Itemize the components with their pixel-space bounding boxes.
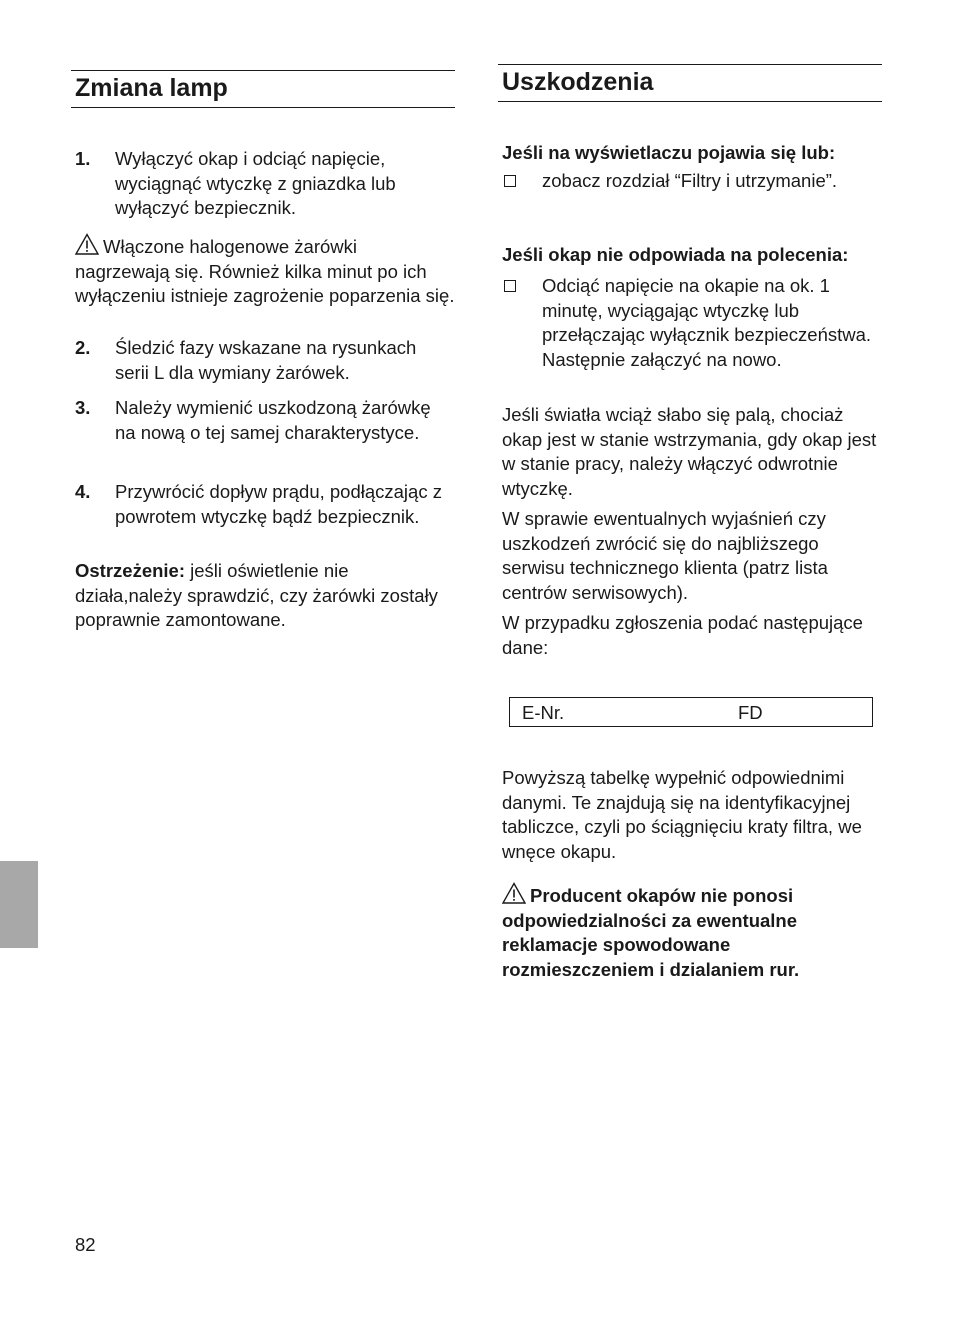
subheading-display: Jeśli na wyświetlaczu pojawia się lub:: [502, 142, 836, 163]
warning-triangle-icon: [502, 882, 526, 904]
section-heading-faults: Uszkodzenia: [498, 64, 882, 102]
manufacturer-warning: [502, 882, 882, 982]
list-item-text: Odciąć napięcie na okapie na ok. 1 minutę, wyciągając wtyczkę lub przełączając wyłącznik bezpieczeństwa. Następnie załączyć na nowo.: [542, 275, 872, 370]
section-tab-marker: [0, 861, 38, 948]
step-2: [75, 336, 455, 385]
step-number: 3.: [75, 397, 91, 418]
checkbox-square-icon: [502, 169, 542, 194]
halogen-warning: [75, 233, 455, 309]
section-heading-lamp-change: Zmiana lamp: [71, 70, 455, 108]
step-number: 1.: [75, 148, 91, 169]
caution-label: Ostrzeżenie:: [75, 560, 186, 581]
caution-text: jeśli oświetlenie nie działa,należy sprawdzić, czy żarówki zostały poprawnie zamontowane.: [75, 560, 438, 630]
step-number: 2.: [75, 337, 91, 358]
step-4: [75, 480, 455, 529]
step-3: [75, 396, 455, 445]
list-item: [502, 274, 882, 372]
caution-note: [75, 559, 455, 633]
page-number: 82: [75, 1234, 96, 1255]
step-number: 4.: [75, 481, 91, 502]
list-item-text: zobacz rozdział “Filtry i utrzymanie”.: [542, 170, 838, 191]
table-cell-e-nr: E-Nr.: [522, 702, 565, 723]
step-text: Należy wymienić uszkodzoną żarówkę na nową o tej samej charakterystyce.: [115, 397, 431, 443]
paragraph-lights: Jeśli światła wciąż słabo się palą, chociaż okap jest w stanie wstrzymania, gdy okap jest w stanie pracy, należy włączyć odwrotnie wtyczkę.: [502, 404, 877, 499]
manufacturer-warning-text: Producent okapów nie ponosi odpowiedzialności za ewentualne reklamacje spowodowane rozmieszczeniem i dzialaniem rur.: [502, 885, 800, 980]
list-item: [502, 169, 882, 194]
table-cell-fd: FD: [738, 702, 763, 723]
paragraph-service: W sprawie ewentualnych wyjaśnień czy uszkodzeń zwrócić się do najbliższego serwisu technicznego klienta (patrz lista centrów serwisowych).: [502, 508, 828, 603]
step-1: [75, 147, 455, 221]
step-text: Przywrócić dopływ prądu, podłączając z powrotem wtyczkę bądź bezpiecznik.: [115, 481, 442, 527]
warning-triangle-icon: [75, 233, 99, 255]
service-data-table: [509, 697, 873, 727]
subheading-no-response: Jeśli okap nie odpowiada na polecenia:: [502, 244, 849, 265]
warning-text: Włączone halogenowe żarówki nagrzewają się. Również kilka minut po ich wyłączeniu istnieje zagrożenie poparzenia się.: [75, 236, 455, 306]
paragraph-report: W przypadku zgłoszenia podać następujące dane:: [502, 612, 863, 658]
step-text: Wyłączyć okap i odciąć napięcie, wyciągnąć wtyczkę z gniazdka lub wyłączyć bezpiecznik.: [115, 148, 396, 218]
checkbox-square-icon: [502, 274, 542, 372]
step-text: Śledzić fazy wskazane na rysunkach serii L dla wymiany żarówek.: [115, 337, 417, 383]
paragraph-fill-table: Powyższą tabelkę wypełnić odpowiednimi danymi. Te znajdują się na identyfikacyjnej tabliczce, czyli po ściągnięciu kraty filtra, we wnęce okapu.: [502, 767, 862, 862]
